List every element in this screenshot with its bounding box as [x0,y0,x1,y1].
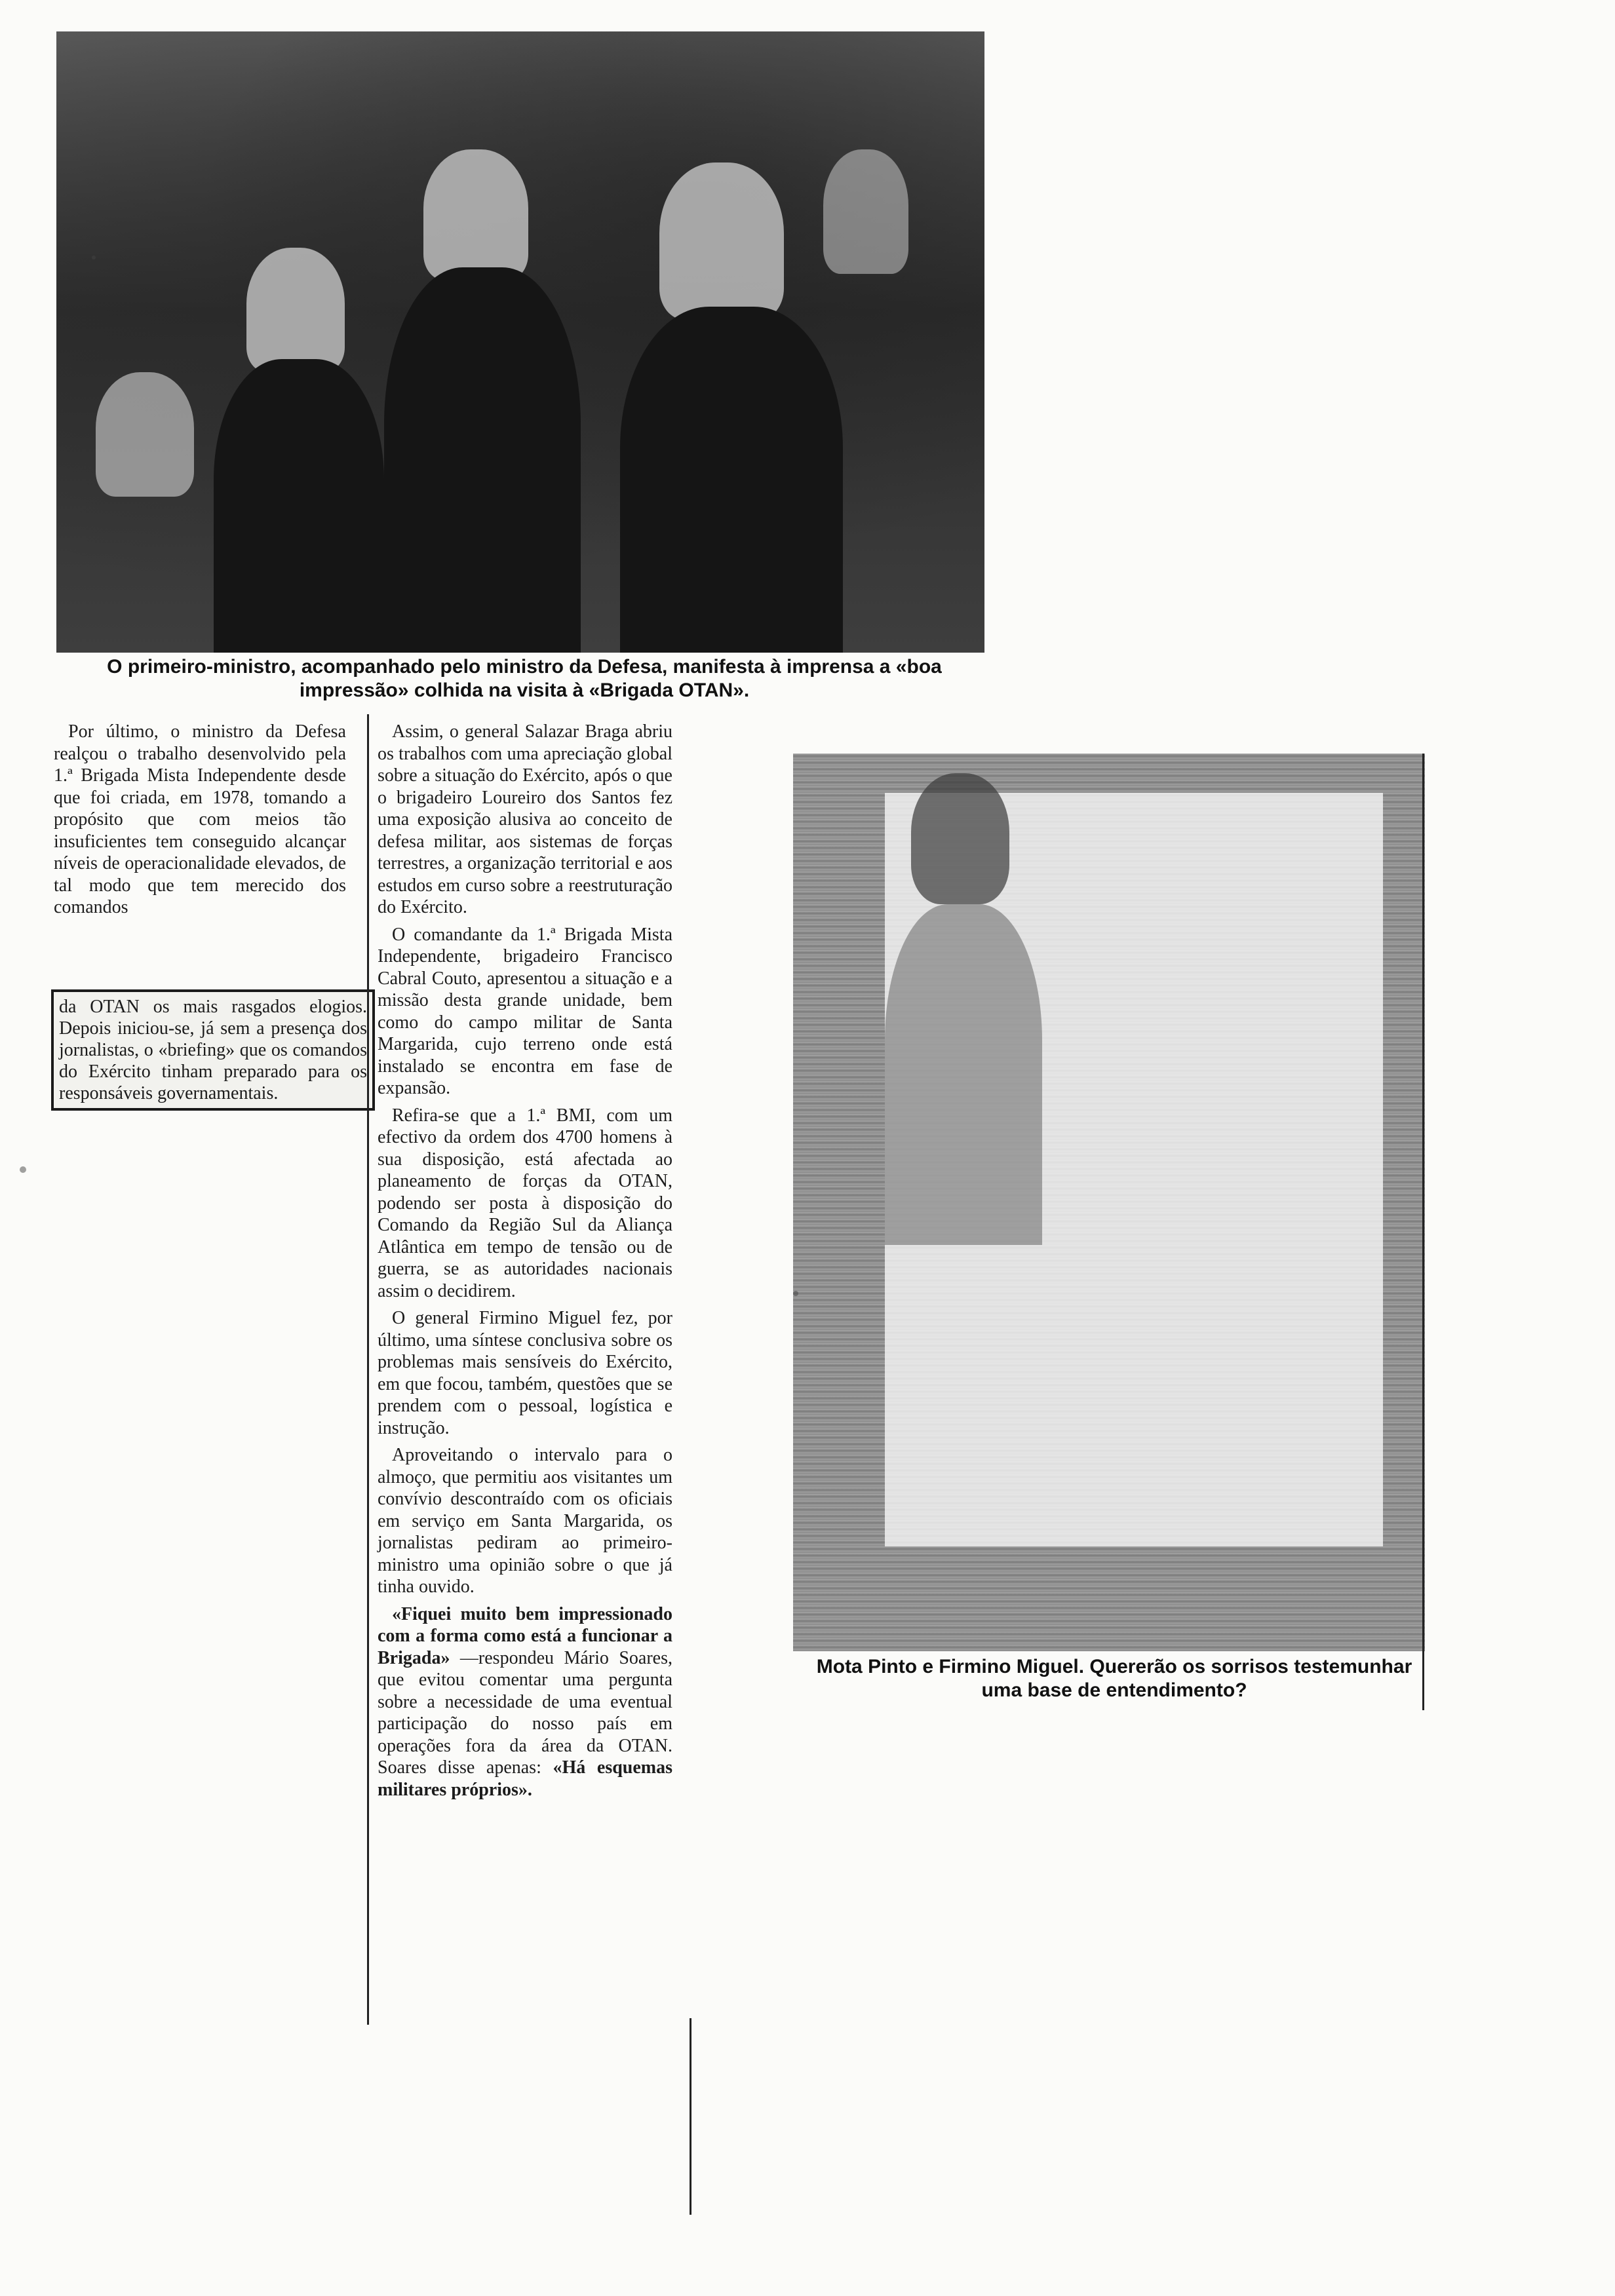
print-speck [793,1291,798,1296]
middle-paragraph-6 [378,1603,672,1801]
photo-figure [96,372,194,497]
caption-photo-right: Mota Pinto e Firmino Miguel. Quererão os sorrisos testemunhar uma base de entendimento? [816,1656,1412,1701]
photo-figure [659,163,784,320]
quote-response: —respondeu Mário Soares, que evitou comentar uma pergunta sobre a necessidade de uma eventual participação do nosso país em operações fora da área da OTAN. Soares disse apenas: [378,1647,672,1778]
photo-mota-pinto-firmino-miguel [793,754,1425,1651]
quote-fiquei: «Fiquei muito bem impressionado com a forma como está a funcionar a Brigada» [378,1603,672,1668]
middle-column-text [378,721,672,1806]
left-boxed-text [51,989,375,1111]
middle-paragraph-5: Aproveitando o intervalo para o almoço, que permitiu aos visitantes um convívio descontraído com os oficiais em serviço em Santa Margarida, os jornalistas pediram ao primeiro-ministro uma opinião sobre o que já tinha ouvido. [378,1445,672,1597]
print-speck [92,256,96,259]
quote-esquemas: «Há esquemas militares próprios». [378,1757,673,1800]
photo-figure [423,149,528,280]
photo-prime-minister-press [56,31,984,653]
caption-photo-top: O primeiro-ministro, acompanhado pelo ministro da Defesa, manifesta à imprensa a «boa impressão» colhida na visita à «Brigada OTAN». [107,656,942,701]
column-divider-short [690,2018,691,2215]
middle-paragraph-4: O general Firmino Miguel fez, por último, uma síntese conclusiva sobre os problemas mais sensíveis do Exército, em que focou, também, questões que se prendem com o pessoal, logística e instrução. [378,1308,672,1438]
left-column-text [54,721,346,924]
photo-figure [823,149,908,274]
middle-paragraph-2: O comandante da 1.ª Brigada Mista Independente, brigadeiro Francisco Cabral Couto, apresentou a situação e a missão desta grande unidade, bem como do campo militar de Santa Margarida, cujo terreno onde está instalado se encontra em fase de expansão. [378,924,672,1098]
photo-figure [246,248,345,372]
photo-figure [384,267,581,653]
print-speck [20,1166,26,1173]
photo-right-border [1422,754,1424,1710]
photo-figure [214,359,384,653]
middle-paragraph-3: Refira-se que a 1.ª BMI, com um efectivo da ordem dos 4700 homens à sua disposição, está afectada ao planeamento de forças da OTAN, podendo ser posta à disposição do Comando da Região Sul da Aliança Atlântica em tempo de tensão ou de guerra, se as autoridades nacionais assim o decidirem. [378,1105,672,1301]
column-divider [367,714,369,2025]
photo-figure [620,307,843,653]
left-boxed-paragraph: da OTAN os mais rasgados elogios. Depois iniciou-se, já sem a presença dos jornalistas, o «briefing» que os comandos do Exército tinham preparado para os responsáveis governamentais. [59,997,367,1103]
middle-paragraph-1: Assim, o general Salazar Braga abriu os trabalhos com uma apreciação global sobre a situação do Exército, após o que o brigadeiro Loureiro dos Santos fez uma exposição alusiva ao conceito de defesa militar, aos sistemas de forças terrestres, a organização territorial e aos estudos em curso sobre a reestruturação do Exército. [378,721,672,917]
photo-figure [911,773,1009,904]
photo-figure [885,904,1042,1245]
left-paragraph-1: Por último, o ministro da Defesa realçou o trabalho desenvolvido pela 1.ª Brigada Mista Independente desde que foi criada, em 1978, tomando a propósito que com meios tão insuficientes tem conseguido alcançar níveis de operacionalidade elevados, de tal modo que tem merecido dos comandos [54,721,346,917]
